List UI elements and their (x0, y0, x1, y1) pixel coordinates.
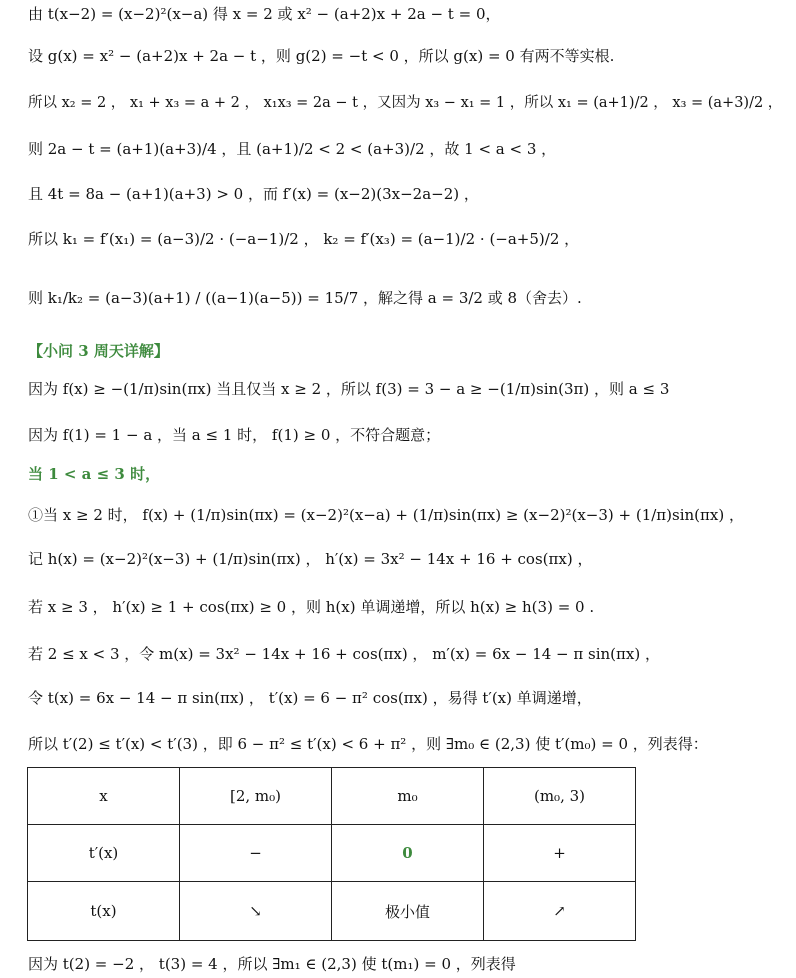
table-row (28, 768, 636, 825)
table-cell: + (484, 825, 636, 882)
text-line: 若 2 ≤ x < 3 ，令 m(x) = 3x² − 14x + 16 + cos(πx) ， m′(x) = 6x − 14 − π sin(πx) ， (28, 645, 660, 663)
text-line: 因为 f(1) = 1 − a ，当 a ≤ 1 时， f(1) ≥ 0 ，不符合题意； (28, 426, 441, 444)
text-line: 令 t(x) = 6x − 14 − π sin(πx) ， t′(x) = 6 − π² cos(πx) ，易得 t′(x) 单调递增， (28, 689, 592, 707)
text-line: 因为 t(2) = −2 ， t(3) = 4 ，所以 ∃m₁ ∈ (2,3) 使 t(m₁) = 0 ，列表得 (28, 955, 516, 973)
table-cell: t′(x) (28, 825, 180, 882)
table-cell: m₀ (332, 768, 484, 825)
text-line: 则 k₁/k₂ = (a−3)(a+1) / ((a−1)(a−5)) = 15/7 ，解之得 a = 3/2 或 8（舍去）. (28, 289, 582, 307)
variation-table (27, 767, 636, 941)
text-line: 由 t(x−2) = (x−2)²(x−a) 得 x = 2 或 x² − (a+2)x + 2a − t = 0， (28, 5, 501, 23)
increasing-arrow-icon: ↗ (484, 882, 636, 941)
table-cell: 0 (332, 825, 484, 882)
table-cell: (m₀, 3) (484, 768, 636, 825)
table-cell: t(x) (28, 882, 180, 941)
case-heading: 当 1 < a ≤ 3 时， (28, 465, 161, 483)
table-cell: x (28, 768, 180, 825)
text-line: 所以 x₂ = 2 ， x₁ + x₃ = a + 2 ， x₁x₃ = 2a − t ，又因为 x₃ − x₁ = 1 ，所以 x₁ = (a+1)/2 ， x₃ = (a+3)/2 ， (28, 95, 783, 111)
text-line: 记 h(x) = (x−2)²(x−3) + (1/π)sin(πx) ， h′(x) = 3x² − 14x + 16 + cos(πx) ， (28, 550, 593, 568)
table-cell: − (180, 825, 332, 882)
table-row (28, 825, 636, 882)
table-cell: [2, m₀) (180, 768, 332, 825)
text-line: 设 g(x) = x² − (a+2)x + 2a − t ，则 g(2) = −t < 0 ，所以 g(x) = 0 有两不等实根. (28, 47, 615, 65)
table-cell: 极小值 (332, 882, 484, 941)
table-row (28, 882, 636, 941)
text-line: 则 2a − t = (a+1)(a+3)/4 ，且 (a+1)/2 < 2 < (a+3)/2 ，故 1 < a < 3 ， (28, 140, 557, 158)
text-line: 所以 t′(2) ≤ t′(x) < t′(3) ，即 6 − π² ≤ t′(x) < 6 + π² ，则 ∃m₀ ∈ (2,3) 使 t′(m₀) = 0 ，列表得： (28, 735, 708, 753)
text-line: 所以 k₁ = f′(x₁) = (a−3)/2 · (−a−1)/2 ， k₂ = f′(x₃) = (a−1)/2 · (−a+5)/2 ， (28, 230, 580, 248)
text-line: 且 4t = 8a − (a+1)(a+3) > 0 ，而 f′(x) = (x−2)(3x−2a−2) ， (28, 185, 479, 203)
text-line: 若 x ≥ 3 ， h′(x) ≥ 1 + cos(πx) ≥ 0 ，则 h(x) 单调递增，所以 h(x) ≥ h(3) = 0 . (28, 598, 595, 616)
text-line: ①当 x ≥ 2 时， f(x) + (1/π)sin(πx) = (x−2)²(x−a) + (1/π)sin(πx) ≥ (x−2)²(x−3) + (1/π)sin(πx) ， (28, 506, 744, 524)
section-heading: 【小问 3 周天详解】 (28, 342, 169, 360)
decreasing-arrow-icon: ↘ (180, 882, 332, 941)
text-line: 因为 f(x) ≥ −(1/π)sin(πx) 当且仅当 x ≥ 2 ，所以 f(3) = 3 − a ≥ −(1/π)sin(3π) ，则 a ≤ 3 (28, 380, 670, 398)
